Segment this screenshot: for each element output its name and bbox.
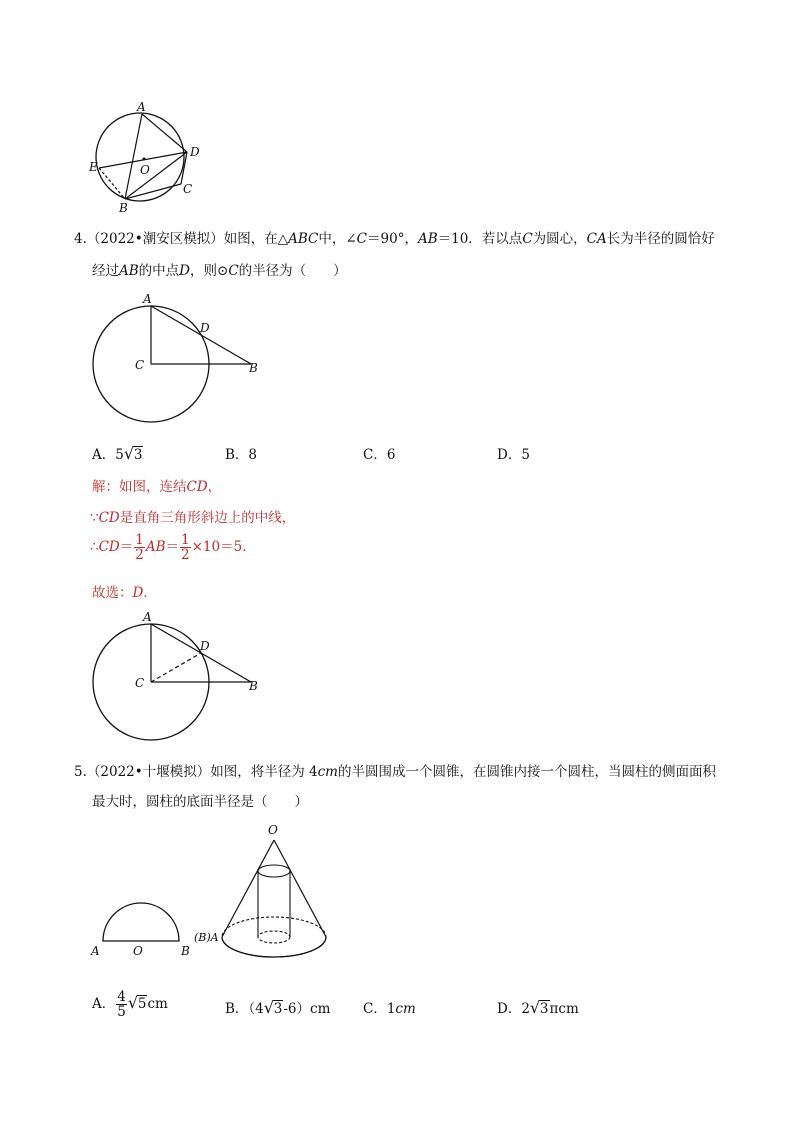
q4-text: 如图，在△ bbox=[223, 231, 289, 247]
fraction-half bbox=[134, 533, 145, 562]
q5-line2: 最大时，圆柱的底面半径是（ ） bbox=[92, 794, 308, 810]
because-symbol: ∵ bbox=[90, 510, 99, 526]
sol-text: 解：如图，连结 bbox=[92, 479, 187, 495]
q4-text: 的半径为（ ） bbox=[238, 263, 347, 279]
frac-num: 1 bbox=[135, 532, 144, 548]
frac-num: 4 bbox=[117, 989, 126, 1005]
solution-line4 bbox=[92, 581, 157, 601]
figure-q4-solution bbox=[85, 608, 275, 748]
cone-side-left bbox=[222, 840, 274, 937]
option-a-radicand: 3 bbox=[133, 447, 143, 463]
frac-den: 2 bbox=[181, 547, 190, 563]
solution-line1 bbox=[92, 475, 221, 495]
q4-ab: AB bbox=[119, 263, 139, 279]
label-o: O bbox=[268, 823, 278, 837]
q4-ab: AB bbox=[417, 231, 438, 247]
label-ba: (B)A bbox=[194, 931, 219, 944]
option-d-label: D．2 bbox=[497, 1001, 530, 1017]
option-c-unit: cm bbox=[395, 1001, 416, 1017]
label-e: E bbox=[89, 160, 98, 174]
q5-line1 bbox=[74, 763, 716, 781]
q5-number: 5. bbox=[74, 764, 87, 780]
q4-number: 4. bbox=[74, 231, 87, 247]
label-c: C bbox=[135, 358, 145, 372]
q4-source: （2022•潮安区模拟） bbox=[86, 231, 224, 247]
option-a-fraction bbox=[116, 990, 127, 1019]
sqrt-symbol: √ 3 bbox=[529, 998, 549, 1017]
option-d-radicand: 3 bbox=[539, 1001, 549, 1017]
sqrt-symbol: √ 5 bbox=[127, 993, 147, 1012]
q4-d: D bbox=[179, 263, 190, 279]
label-o: O bbox=[133, 944, 143, 958]
q4-c: C bbox=[356, 231, 368, 247]
option-a-radicand: 5 bbox=[137, 996, 147, 1012]
option-a-label: A． bbox=[92, 447, 116, 463]
seg-ab bbox=[125, 114, 142, 199]
figure-circle-abcde bbox=[85, 100, 215, 220]
solution-line2 bbox=[90, 506, 295, 526]
label-a: A bbox=[143, 292, 152, 306]
label-d: D bbox=[200, 321, 210, 335]
q5-option-a[interactable] bbox=[92, 990, 168, 1019]
option-b-label: B．（4 bbox=[225, 1001, 264, 1017]
seg-ab bbox=[151, 306, 251, 364]
q4-text: 为圆心， bbox=[532, 231, 587, 247]
option-a-label: A． bbox=[92, 996, 116, 1012]
option-d-tail: πcm bbox=[549, 1001, 579, 1017]
label-c: C bbox=[183, 182, 193, 196]
q4-option-a[interactable] bbox=[92, 443, 143, 463]
q4-text: 的中点 bbox=[138, 263, 180, 279]
fraction-half bbox=[180, 533, 191, 562]
label-d: D bbox=[190, 145, 200, 159]
cone-side-right bbox=[274, 840, 326, 937]
sol-cd: CD bbox=[98, 539, 120, 555]
frac-den: 2 bbox=[135, 547, 144, 563]
cylinder-bottom bbox=[258, 931, 290, 943]
seg-bc bbox=[125, 184, 181, 199]
therefore-symbol: ∴ bbox=[90, 539, 99, 555]
q5-option-b[interactable] bbox=[225, 997, 330, 1017]
q5-unit: cm bbox=[317, 764, 338, 780]
q4-line2 bbox=[92, 262, 347, 280]
seg-eb-dashed bbox=[99, 168, 125, 199]
q4-text: 中，∠ bbox=[318, 231, 357, 247]
cone-base-front bbox=[222, 937, 326, 957]
q4-abc: ABC bbox=[288, 231, 319, 247]
label-b: B bbox=[249, 679, 258, 693]
sol-tail: ×10＝5． bbox=[191, 539, 256, 555]
seg-bd bbox=[125, 152, 187, 199]
option-a-unit: cm bbox=[147, 996, 168, 1012]
sol-ab: AB bbox=[145, 539, 166, 555]
q4-c: C bbox=[228, 263, 239, 279]
sol-text: ， bbox=[207, 479, 222, 495]
sol-cd: CD bbox=[186, 479, 208, 495]
q5-source: （2022•十堰模拟） bbox=[86, 764, 211, 780]
q4-ca: CA bbox=[586, 231, 607, 247]
label-a: A bbox=[91, 944, 100, 958]
figure-q4 bbox=[85, 290, 275, 430]
semicircle-arc bbox=[103, 903, 179, 941]
sqrt-symbol: √ 3 bbox=[263, 998, 283, 1017]
solution-line3 bbox=[90, 533, 256, 562]
label-c: C bbox=[135, 676, 145, 690]
label-b: B bbox=[249, 361, 258, 375]
q4-c: C bbox=[522, 231, 533, 247]
label-o: O bbox=[140, 163, 150, 177]
figure-cone bbox=[192, 820, 337, 970]
q4-text: ，则⊙ bbox=[190, 263, 229, 279]
sol-eq: ＝ bbox=[119, 539, 134, 555]
option-a-coef: 5 bbox=[115, 447, 124, 463]
label-a: A bbox=[137, 100, 146, 114]
q4-line1 bbox=[74, 230, 715, 248]
sol-eq: ＝ bbox=[165, 539, 180, 555]
q4-text: 长为半径的圆恰好 bbox=[606, 231, 715, 247]
q5-text: 的半圆围成一个圆锥，在圆锥内接一个圆柱，当圆柱的侧面面积 bbox=[337, 764, 716, 780]
seg-cd-dashed bbox=[151, 653, 201, 682]
q4-option-d[interactable]: D．5 bbox=[497, 447, 530, 463]
option-b-radicand: 3 bbox=[273, 1001, 283, 1017]
q4-option-c[interactable]: C．6 bbox=[363, 447, 396, 463]
label-d: D bbox=[200, 639, 210, 653]
sol-text: 故选： bbox=[92, 585, 133, 601]
q5-text: 如图，将半径为 4 bbox=[210, 764, 318, 780]
q4-text: ＝90°， bbox=[367, 231, 418, 247]
figure-semicircle bbox=[85, 895, 200, 965]
q5-option-c[interactable] bbox=[363, 997, 416, 1017]
label-b: B bbox=[119, 201, 128, 215]
center-dot bbox=[143, 158, 146, 161]
sol-text: 是直角三角形斜边上的中线， bbox=[119, 510, 296, 526]
label-a: A bbox=[143, 610, 152, 624]
frac-num: 1 bbox=[181, 532, 190, 548]
q4-text: 经过 bbox=[92, 263, 119, 279]
sqrt-symbol: √ 3 bbox=[123, 444, 143, 463]
q5-option-d[interactable] bbox=[497, 997, 579, 1017]
sol-answer: D bbox=[132, 585, 144, 601]
option-b-tail: -6）cm bbox=[283, 1001, 331, 1017]
frac-den: 5 bbox=[117, 1004, 126, 1020]
q4-option-b[interactable]: B．8 bbox=[225, 447, 258, 463]
cylinder-top bbox=[258, 865, 290, 877]
q4-text: ＝10．若以点 bbox=[437, 231, 523, 247]
sol-text: ． bbox=[143, 585, 157, 601]
sol-cd: CD bbox=[98, 510, 120, 526]
option-c-label: C．1 bbox=[363, 1001, 396, 1017]
label-b: B bbox=[181, 944, 190, 958]
